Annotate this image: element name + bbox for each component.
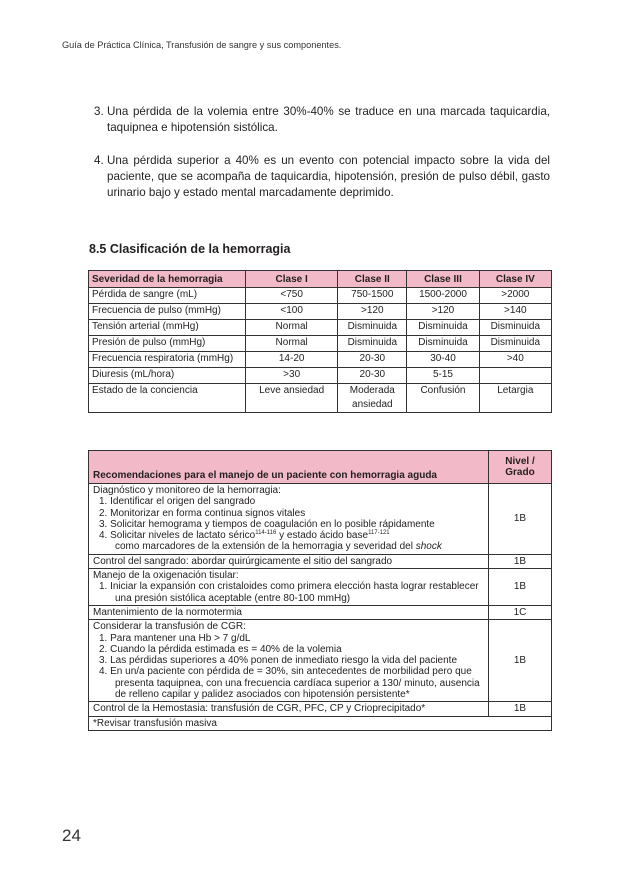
- table-cell: Confusión: [407, 384, 479, 413]
- grade-cell: 1B: [489, 620, 552, 702]
- recommendation-text: [89, 620, 489, 702]
- column-header: Severidad de la hemorragia: [89, 271, 246, 288]
- table-cell: >120: [407, 304, 479, 320]
- column-header: Clase III: [407, 271, 479, 288]
- list-item: [94, 153, 550, 201]
- table-header-row: [89, 451, 552, 484]
- table-cell: 20-30: [338, 352, 407, 368]
- column-header: Clase II: [338, 271, 407, 288]
- table-cell: >2000: [479, 288, 551, 304]
- column-header: Clase I: [246, 271, 338, 288]
- table-row: [89, 304, 552, 320]
- list-item: 4. En un/a paciente con pérdida de = 30%, sin antecedentes de morbilidad pero que: [99, 666, 472, 678]
- table-row: [89, 368, 552, 384]
- citation-ref: 114-116: [255, 530, 277, 537]
- table-row: [89, 702, 552, 716]
- table-row: [89, 605, 552, 619]
- list-item-number: 4.: [94, 154, 104, 167]
- list-item-continuation: presenta taquipnea, con una frecuencia cardíaca superior a 130/ minuto, ausencia: [115, 677, 480, 689]
- table-cell: Presión de pulso (mmHg): [89, 336, 246, 352]
- table-row: [89, 620, 552, 702]
- table-cell: Leve ansiedad: [246, 384, 338, 413]
- table-cell: Estado de la conciencia: [89, 384, 246, 413]
- table-row: [89, 554, 552, 568]
- recommendations-table: [88, 450, 552, 731]
- table-footnote: *Revisar transfusión masiva: [89, 716, 552, 730]
- grade-cell: 1B: [489, 702, 552, 716]
- grade-cell: 1C: [489, 605, 552, 619]
- table-row: [89, 569, 552, 606]
- classification-table: [88, 270, 552, 413]
- citation-ref: 117-121: [368, 530, 390, 537]
- grade-cell: 1B: [489, 484, 552, 555]
- list-item: 1. Para mantener una Hb > 7 g/dL: [99, 632, 251, 644]
- list-item: 3. Solicitar hemograma y tiempos de coagulación en lo posible rápidamente: [99, 518, 435, 530]
- recommendation-title: Manejo de la oxigenación tisular:: [93, 570, 239, 582]
- table-cell: Normal: [246, 320, 338, 336]
- table-row: [89, 336, 552, 352]
- section-title: 8.5 Clasificación de la hemorragia: [89, 242, 291, 256]
- list-item: 1. Identificar el origen del sangrado: [99, 496, 256, 508]
- table-cell: 750-1500: [338, 288, 407, 304]
- table-cell: <100: [246, 304, 338, 320]
- table-cell: Diuresis (mL/hora): [89, 368, 246, 384]
- recommendation-title: Diagnóstico y monitoreo de la hemorragia:: [93, 485, 281, 496]
- list-item: 3. Las pérdidas superiores a 40% ponen de inmediato riesgo la vida del paciente: [99, 655, 458, 667]
- table-cell: Disminuida: [479, 320, 551, 336]
- grade-cell: 1B: [489, 554, 552, 568]
- list-item-text: Una pérdida de la volemia entre 30%-40% se traduce en una marcada taquicardia, taquipnea e hipotensión sistólica.: [107, 105, 550, 134]
- table-cell: 1500-2000: [407, 288, 479, 304]
- table-row: [89, 352, 552, 368]
- table-cell: Pérdida de sangre (mL): [89, 288, 246, 304]
- list-item: 2. Monitorizar en forma continua signos vitales: [99, 507, 306, 519]
- table-cell: Disminuida: [338, 336, 407, 352]
- recommendation-text: Control del sangrado: abordar quirúrgicamente el sitio del sangrado: [89, 554, 489, 568]
- table-cell: Disminuida: [407, 336, 479, 352]
- list-item-text: como marcadores de la extensión de la hemorragia y severidad del: [115, 541, 416, 553]
- table-row: [89, 384, 552, 413]
- list-item-number: 3.: [94, 105, 104, 118]
- table-cell: Frecuencia respiratoria (mmHg): [89, 352, 246, 368]
- running-header: Guía de Práctica Clínica, Transfusión de sangre y sus componentes.: [62, 40, 342, 50]
- table-row: [89, 484, 552, 555]
- list-item: [93, 530, 484, 541]
- table-cell: Disminuida: [338, 320, 407, 336]
- table-header-row: [89, 271, 552, 288]
- table-cell: 5-15: [407, 368, 479, 384]
- column-header: Clase IV: [479, 271, 551, 288]
- table-cell: 20-30: [338, 368, 407, 384]
- table-cell: 14-20: [246, 352, 338, 368]
- table-cell: >40: [479, 352, 551, 368]
- list-item-text: 4. Solicitar niveles de lactato sérico: [99, 530, 256, 542]
- table-row: [89, 288, 552, 304]
- page-number: 24: [62, 826, 81, 845]
- table-cell: <750: [246, 288, 338, 304]
- table-cell: Disminuida: [407, 320, 479, 336]
- table-cell: >120: [338, 304, 407, 320]
- recommendation-title: Considerar la transfusión de CGR:: [93, 621, 246, 633]
- table-cell: Tensión arterial (mmHg): [89, 320, 246, 336]
- list-item: [94, 104, 550, 136]
- list-item-text: y estado ácido base: [276, 530, 369, 542]
- table-cell: Moderada ansiedad: [338, 384, 407, 413]
- table-cell: >140: [479, 304, 551, 320]
- table-cell: Letargia: [479, 384, 551, 413]
- table-cell: Frecuencia de pulso (mmHg): [89, 304, 246, 320]
- grade-header: Nivel / Grado: [489, 451, 552, 484]
- list-item: 1. Iniciar la expansión con cristaloides como primera elección hasta lograr restablecer: [99, 581, 479, 593]
- recommendation-text: Mantenimiento de la normotermia: [89, 605, 489, 619]
- table-row: [89, 320, 552, 336]
- list-item-continuation: de relleno capilar y palidez asociados con hipotensión persistente*: [115, 689, 410, 701]
- table-cell: 30-40: [407, 352, 479, 368]
- list-item-text: Una pérdida superior a 40% es un evento con potencial impacto sobre la vida del paciente, que se acompaña de taquicardia, hipotensión, presión de pulso débil, gasto urinario bajo y estado mental marcadamente deprimido.: [107, 154, 550, 199]
- recommendation-text: [89, 569, 489, 606]
- table-cell: Disminuida: [479, 336, 551, 352]
- table-cell: Normal: [246, 336, 338, 352]
- table-cell: [479, 368, 551, 384]
- list-item-continuation: [93, 541, 484, 552]
- recommendations-header: Recomendaciones para el manejo de un paciente con hemorragia aguda: [89, 451, 489, 484]
- table-row: [89, 716, 552, 730]
- grade-cell: 1B: [489, 569, 552, 606]
- emphasis-text: shock: [415, 541, 442, 553]
- list-item: 2. Cuando la pérdida estimada es = 40% de la volemia: [99, 643, 342, 655]
- recommendation-text: [89, 484, 489, 555]
- table-cell: >30: [246, 368, 338, 384]
- list-item-continuation: una presión sistólica aceptable (entre 80-100 mmHg): [115, 592, 351, 604]
- recommendation-text: Control de la Hemostasia: transfusión de CGR, PFC, CP y Crioprecipitado*: [89, 702, 489, 716]
